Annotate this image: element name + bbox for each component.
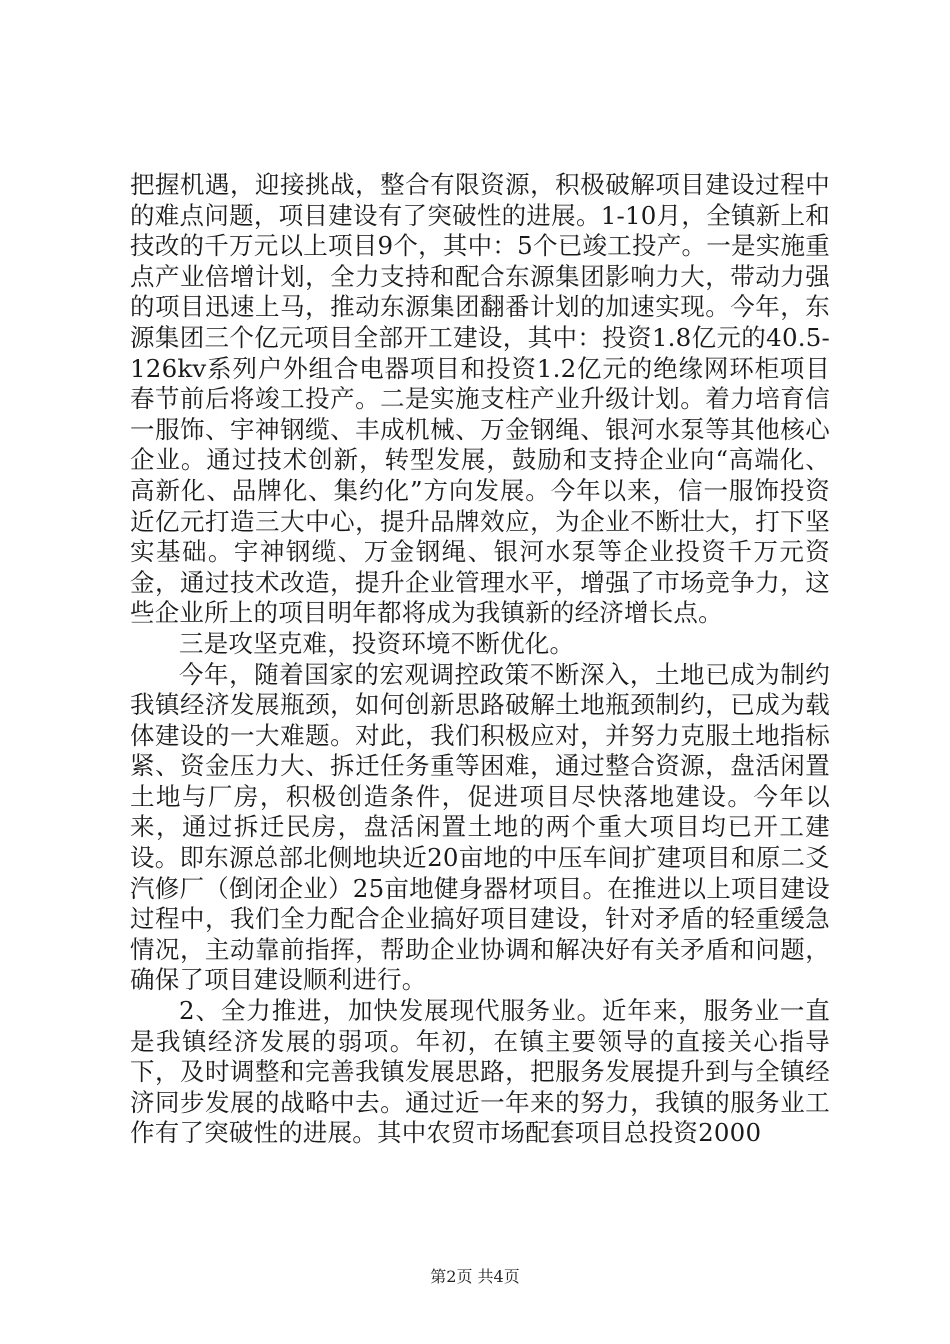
paragraph-4: 2、全力推进，加快发展现代服务业。近年来，服务业一直是我镇经济发展的弱项。年初，在镇主要领导的直接关心指导下，及时调整和完善我镇发展思路，把服务发展提升到与全镇经济同步发展的战略中去。通过近一年来的努力，我镇的服务业工作有了突破性的进展。其中农贸市场配套项目总投资2000	[130, 996, 830, 1148]
paragraph-1: 把握机遇，迎接挑战，整合有限资源，积极破解项目建设过程中的难点问题，项目建设有了突破性的进展。1-10月，全镇新上和技改的千万元以上项目9个，其中：5个已竣工投产。一是实施重点产业倍增计划，全力支持和配合东源集团影响力大，带动力强的项目迅速上马，推动东源集团翻番计划的加速实现。今年，东源集团三个亿元项目全部开工建设，其中：投资1.8亿元的40.5-126kv系列户外组合电器项目和投资1.2亿元的绝缘网环柜项目春节前后将竣工投产。二是实施支柱产业升级计划。着力培育信一服饰、宇神钢缆、丰成机械、万金钢绳、银河水泵等其他核心企业。通过技术创新，转型发展，鼓励和支持企业向“高端化、高新化、品牌化、集约化”方向发展。今年以来，信一服饰投资近亿元打造三大中心，提升品牌效应，为企业不断壮大，打下坚实基础。宇神钢缆、万金钢绳、银河水泵等企业投资千万元资金，通过技术改造，提升企业管理水平，增强了市场竞争力，这些企业所上的项目明年都将成为我镇新的经济增长点。	[130, 170, 830, 628]
document-body	[130, 170, 830, 1149]
paragraph-3: 今年，随着国家的宏观调控政策不断深入，土地已成为制约我镇经济发展瓶颈，如何创新思路破解土地瓶颈制约，已成为载体建设的一大难题。对此，我们积极应对，并努力克服土地指标紧、资金压力大、拆迁任务重等困难，通过整合资源，盘活闲置土地与厂房，积极创造条件，促进项目尽快落地建设。今年以来，通过拆迁民房，盘活闲置土地的两个重大项目均已开工建设。即东源总部北侧地块近20亩地的中压车间扩建项目和原二爻汽修厂（倒闭企业）25亩地健身器材项目。在推进以上项目建设过程中，我们全力配合企业搞好项目建设，针对矛盾的轻重缓急情况，主动靠前指挥，帮助企业协调和解决好有关矛盾和问题，确保了项目建设顺利进行。	[130, 659, 830, 995]
page-footer	[0, 1267, 950, 1287]
paragraph-2-heading: 三是攻坚克难，投资环境不断优化。	[179, 628, 575, 658]
page-number-label: 第2页 共4页	[430, 1267, 520, 1286]
